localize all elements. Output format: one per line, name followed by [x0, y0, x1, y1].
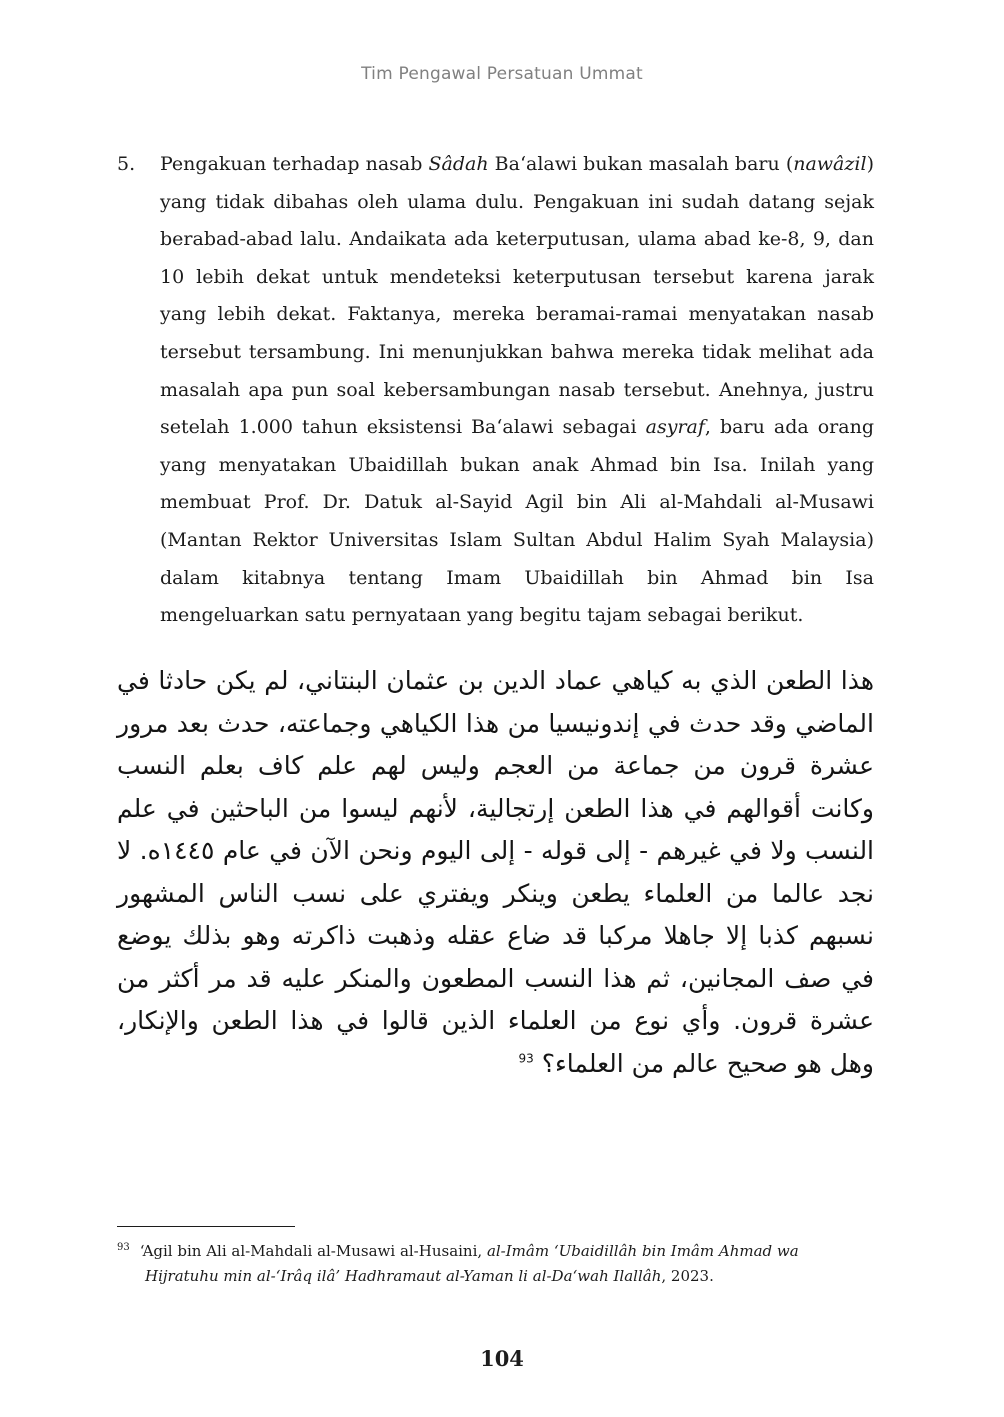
footnote-number: 93	[117, 1242, 130, 1253]
footnote-reference[interactable]: 93	[518, 1051, 534, 1066]
footnote-tail: , 2023.	[661, 1266, 714, 1285]
text-segment: Ba‘alawi bukan masalah baru (	[488, 153, 794, 175]
list-number: 5.	[117, 153, 136, 175]
arabic-quotation	[117, 660, 874, 1085]
italic-term: asyraf	[645, 416, 705, 439]
paragraph-body	[160, 146, 874, 635]
arabic-quote-text: هذا الطعن الذي به كياهي عماد الدين بن عثمان البنتاني، لم يكن حادثا في الماضي وقد حدث في إندونيسيا من هذا الكياهي وجماعته، حدث بعد مرور عشرة قرون من جماعة من العجم وليس لهم علم كاف بعلم النسب وكانت أقوالهم في هذا الطعن إرتجالية، لأنهم ليسوا من الباحثين في علم النسب ولا في غيرهم - إلى قوله - إلى اليوم ونحن الآن في عام ١٤٤٥ه. لا نجد عالما من العلماء يطعن وينكر ويفتري على نسب الناس المشهور نسبهم كذبا إلا جاهلا مركبا قد ضاع عقله وذهبت ذاكرته وهو بذلك يوضع في صف المجانين، ثم هذا النسب المطعون والمنكر عليه قد مر أكثر من عشرة قرون. وأي نوع من العلماء الذين قالوا في هذا الطعن والإنكار، وهل هو صحيح عالم من العلماء؟	[117, 666, 875, 1078]
footnote-author: ‘Agil bin Ali al-Mahdali al-Musawi al-Husaini,	[139, 1242, 487, 1260]
footnote	[117, 1239, 874, 1288]
footnote-title-line1: al-Imâm ‘Ubaidillâh bin Imâm Ahmad wa	[486, 1242, 799, 1260]
footnote-title-line2: Hijratuhu min al-‘Irâq ilâ’ Hadhramaut al-Yaman li al-Da‘wah Ilallâh	[145, 1266, 662, 1285]
italic-term: Sâdah	[428, 153, 489, 175]
text-segment: ) yang tidak dibahas oleh ulama dulu. Pengakuan ini sudah datang sejak berabad-abad lalu. Andaikata ada keterputusan, ulama abad ke-8, 9, dan 10 lebih dekat untuk mendeteksi keterputusan tersebut karena jarak yang lebih dekat. Faktanya, mereka beramai-ramai menyatakan nasab tersebut tersambung. Ini menunjukkan bahwa mereka tidak melihat ada masalah apa pun soal kebersambungan nasab tersebut. Anehnya, justru setelah 1.000 tahun eksistensi Ba‘alawi sebagai	[160, 153, 874, 439]
page-number: 104	[480, 1346, 524, 1371]
footnote-second-line	[117, 1264, 874, 1289]
footnote-body	[117, 1242, 874, 1288]
italic-term: nawâzil	[793, 153, 867, 175]
text-segment: Pengakuan terhadap nasab	[160, 153, 429, 175]
text-segment: , baru ada orang yang menyatakan Ubaidillah bukan anak Ahmad bin Isa. Inilah yang membuat Prof. Dr. Datuk al-Sayid Agil bin Ali al-Mahdali al-Musawi (Mantan Rektor Universitas Islam Sultan Abdul Halim Syah Malaysia) dalam kitabnya tentang Imam Ubaidillah bin Ahmad bin Isa mengeluarkan satu pernyataan yang begitu tajam sebagai berikut.	[160, 416, 874, 627]
numbered-paragraph	[117, 146, 874, 635]
running-header: Tim Pengawal Persatuan Ummat	[361, 64, 643, 84]
footnote-divider	[117, 1226, 295, 1227]
